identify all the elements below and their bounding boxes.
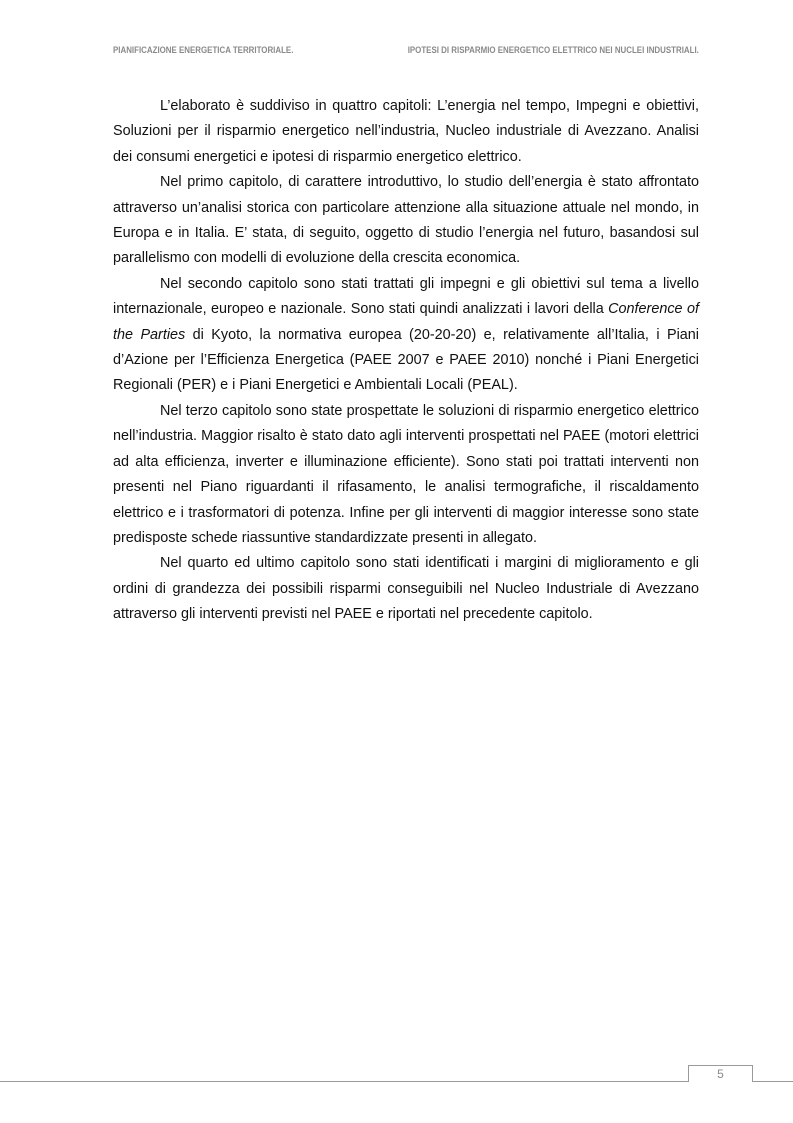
footer-rule [0, 1081, 793, 1082]
header-document-title: PIANIFICAZIONE ENERGETICA TERRITORIALE. [113, 45, 294, 55]
page-number: 5 [717, 1067, 724, 1081]
paragraph-chapter-two-start: Nel secondo capitolo sono stati trattati gli impegni e gli obiettivi sul tema a livello internazionale, europeo e nazionale. Sono stati quindi analizzati i lavori della [113, 275, 699, 318]
page-number-box [688, 1065, 753, 1082]
running-header [113, 45, 699, 59]
paragraph-chapter-two [113, 272, 699, 399]
conference-of-the-parties-title: Conference of the Parties [113, 301, 699, 343]
paragraph-chapter-two-end: di Kyoto, la normativa europea (20-20-20) e, relativamente all’Italia, i Piani d’Azione per l’Efficienza Energetica (PAEE 2007 e PAEE 2010) nonché i Piani Energetici Regionali (PER) e i Piani Energetici e Ambientali Locali (PEAL). [113, 326, 699, 394]
paragraph-chapter-one: Nel primo capitolo, di carattere introduttivo, lo studio dell’energia è stato affrontato attraverso un’analisi storica con particolare attenzione alla situazione attuale nel mondo, in Europa e in Italia. E’ stata, di seguito, oggetto di studio l’energia nel futuro, basandosi sul parallelismo con modelli di evoluzione della crescita economica. [113, 174, 699, 267]
header-chapter-title: IPOTESI DI RISPARMIO ENERGETICO ELETTRICO NEI NUCLEI INDUSTRIALI. [407, 45, 699, 55]
paragraph-chapter-three: Nel terzo capitolo sono state prospettate le soluzioni di risparmio energetico elettrico nell’industria. Maggior risalto è stato dato agli interventi prospettati nel PAEE (motori elettrici ad alta efficienza, inverter e illuminazione efficiente). Sono stati poi trattati interventi non presenti nel Piano riguardanti il rifasamento, le analisi termografiche, il riscaldamento elettrico e i trasformatori di potenza. Infine per gli interventi di maggior interesse sono state predisposte schede riassuntive standardizzate presenti in allegato. [113, 402, 699, 546]
document-body [113, 94, 699, 628]
paragraph-chapter-four: Nel quarto ed ultimo capitolo sono stati identificati i margini di miglioramento e gli ordini di grandezza dei possibili risparmi conseguibili nel Nucleo Industriale di Avezzano attraverso gli interventi previsti nel PAEE e riportati nel precedente capitolo. [113, 555, 699, 623]
paragraph-introduction: L’elaborato è suddiviso in quattro capitoli: L’energia nel tempo, Impegni e obiettivi, Soluzioni per il risparmio energetico nell’industria, Nucleo industriale di Avezzano. Analisi dei consumi energetici e ipotesi di risparmio energetico elettrico. [113, 98, 699, 165]
